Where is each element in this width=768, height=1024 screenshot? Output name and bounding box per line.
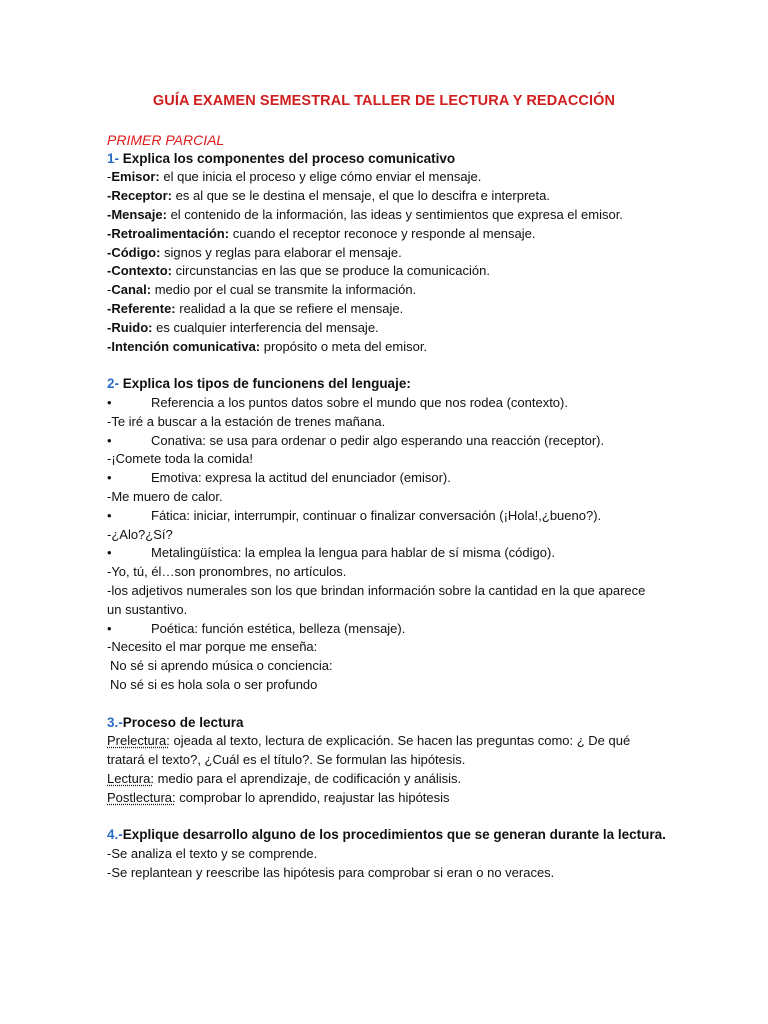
question-4-number: 4.-	[107, 827, 123, 843]
q2-bullet-line	[107, 620, 708, 639]
q1-item-term: -Retroalimentación:	[107, 225, 230, 241]
q1-item-desc: propósito o meta del emisor.	[260, 338, 428, 354]
q2-line-text: Fática: iniciar, interrumpir, continuar o finalizar conversación (¡Hola!,¿bueno?).	[151, 507, 602, 523]
q2-example-line: -Yo, tú, él…son pronombres, no artículos.	[107, 564, 347, 580]
q4-line: -Se replantean y reescribe las hipótesis para comprobar si eran o no veraces.	[107, 864, 555, 880]
q1-item-desc: cuando el receptor reconoce y responde al mensaje.	[229, 225, 536, 241]
q1-item-referente	[107, 300, 708, 319]
q3-item-label: Prelectura:	[107, 733, 170, 749]
q2-bullet-line	[107, 544, 708, 563]
q2-line-text: Conativa: se usa para ordenar o pedir algo esperando una reacción (receptor).	[151, 432, 605, 448]
bullet-icon: •	[107, 432, 112, 448]
q3-item-desc: medio para el aprendizaje, de codificación y análisis.	[153, 770, 462, 786]
q1-item-intencion	[107, 338, 708, 357]
q1-item-contexto	[107, 262, 708, 281]
q1-item-ruido	[107, 319, 708, 338]
q1-item-receptor	[107, 187, 708, 206]
question-1-number: 1-	[107, 150, 120, 166]
q3-item-desc: ojeada al texto, lectura de explicación. Se hacen las preguntas como: ¿ De qué tratará el texto?, ¿Cuál es el título?. Se formulan las hipótesis.	[107, 733, 631, 768]
question-1-heading	[107, 150, 708, 169]
q2-bullet-line	[107, 432, 708, 451]
q2-example-line: -Me muero de calor.	[107, 488, 223, 504]
q1-item-prefix: -	[107, 169, 112, 185]
q1-item-desc: medio por el cual se transmite la información.	[151, 282, 417, 298]
q1-item-term: -Referente:	[107, 300, 176, 316]
question-4-heading	[107, 826, 708, 845]
spacer	[107, 356, 708, 375]
document-title: GUÍA EXAMEN SEMESTRAL TALLER DE LECTURA Y REDACCIÓN	[152, 93, 616, 109]
q1-item-emisor	[107, 168, 708, 187]
q2-bullet-line	[107, 507, 708, 526]
spacer	[107, 695, 708, 714]
q3-item-desc: comprobar lo aprendido, reajustar las hipótesis	[175, 789, 450, 805]
q1-item-desc: realidad a la que se refiere el mensaje.	[175, 300, 404, 316]
q3-item-lectura	[107, 770, 708, 789]
question-4-text: Explique desarrollo alguno de los procedimientos que se generan durante la lectura.	[122, 827, 666, 843]
question-2-number: 2-	[107, 376, 120, 392]
bullet-icon: •	[107, 394, 112, 410]
bullet-icon: •	[107, 470, 112, 486]
spacer	[107, 807, 708, 826]
question-1-text: Explica los componentes del proceso comunicativo	[119, 150, 456, 166]
q1-item-term: -Intención comunicativa:	[107, 338, 261, 354]
q3-item-prelectura	[107, 732, 647, 770]
q1-item-term: -Contexto:	[107, 263, 172, 279]
q1-item-term: -Ruido:	[107, 319, 153, 335]
q1-item-retroalimentacion	[107, 225, 708, 244]
q2-bullet-line	[107, 394, 708, 413]
q1-item-desc: el que inicia el proceso y elige cómo enviar el mensaje.	[159, 169, 482, 185]
q2-example-line: -Necesito el mar porque me enseña:	[107, 639, 318, 655]
q2-line-text: Referencia a los puntos datos sobre el mundo que nos rodea (contexto).	[151, 394, 568, 410]
bullet-icon: •	[107, 507, 112, 523]
q1-item-desc: signos y reglas para elaborar el mensaje.	[160, 244, 402, 260]
q1-item-term: Canal:	[111, 282, 152, 298]
question-3-text: Proceso de lectura	[122, 714, 244, 730]
q2-bullet-line	[107, 469, 708, 488]
bullet-icon: •	[107, 620, 112, 636]
q2-poem-line: No sé si aprendo música o conciencia:	[110, 658, 333, 674]
q2-example-line: -los adjetivos numerales son los que brindan información sobre la cantidad en la que aparece un sustantivo.	[107, 582, 646, 617]
q2-line-text: Emotiva: expresa la actitud del enunciador (emisor).	[151, 470, 451, 486]
q1-item-term: -Código:	[107, 244, 161, 260]
q3-item-postlectura	[107, 789, 708, 808]
q3-item-label: Lectura:	[107, 770, 154, 786]
question-2-text: Explica los tipos de funcionens del lenguaje:	[119, 376, 411, 392]
q2-example-line: -¿Alo?¿Sí?	[107, 526, 173, 542]
q1-item-desc: circunstancias en las que se produce la comunicación.	[172, 263, 490, 279]
q1-item-canal	[107, 281, 708, 300]
question-3-heading	[107, 714, 708, 733]
q4-line: -Se analiza el texto y se comprende.	[107, 846, 318, 862]
q1-item-desc: es al que se le destina el mensaje, el que lo descifra e interpreta.	[172, 188, 550, 204]
q1-item-term: -Mensaje:	[107, 206, 167, 222]
bullet-icon: •	[107, 545, 112, 561]
q2-example-line: -Te iré a buscar a la estación de trenes mañana.	[107, 413, 386, 429]
q2-line-text: Poética: función estética, belleza (mensaje).	[151, 620, 406, 636]
q2-line-text: Metalingüística: la emplea la lengua para hablar de sí misma (código).	[151, 545, 555, 561]
q1-item-prefix: -	[107, 282, 112, 298]
q1-item-desc: el contenido de la información, las ideas y sentimientos que expresa el emisor.	[166, 206, 623, 222]
section-heading-primer-parcial: PRIMER PARCIAL	[107, 131, 225, 148]
q2-poem-line: No sé si es hola sola o ser profundo	[110, 676, 318, 692]
q1-item-desc: es cualquier interferencia del mensaje.	[152, 319, 379, 335]
q1-item-term: Emisor:	[111, 169, 160, 185]
question-2-heading	[107, 375, 708, 394]
q2-example-line: -¡Comete toda la comida!	[107, 451, 253, 467]
question-3-number: 3.-	[107, 714, 123, 730]
q1-item-codigo	[107, 244, 708, 263]
q1-item-term: -Receptor:	[107, 188, 173, 204]
q1-item-mensaje	[107, 206, 708, 225]
q3-item-label: Postlectura:	[107, 789, 176, 805]
